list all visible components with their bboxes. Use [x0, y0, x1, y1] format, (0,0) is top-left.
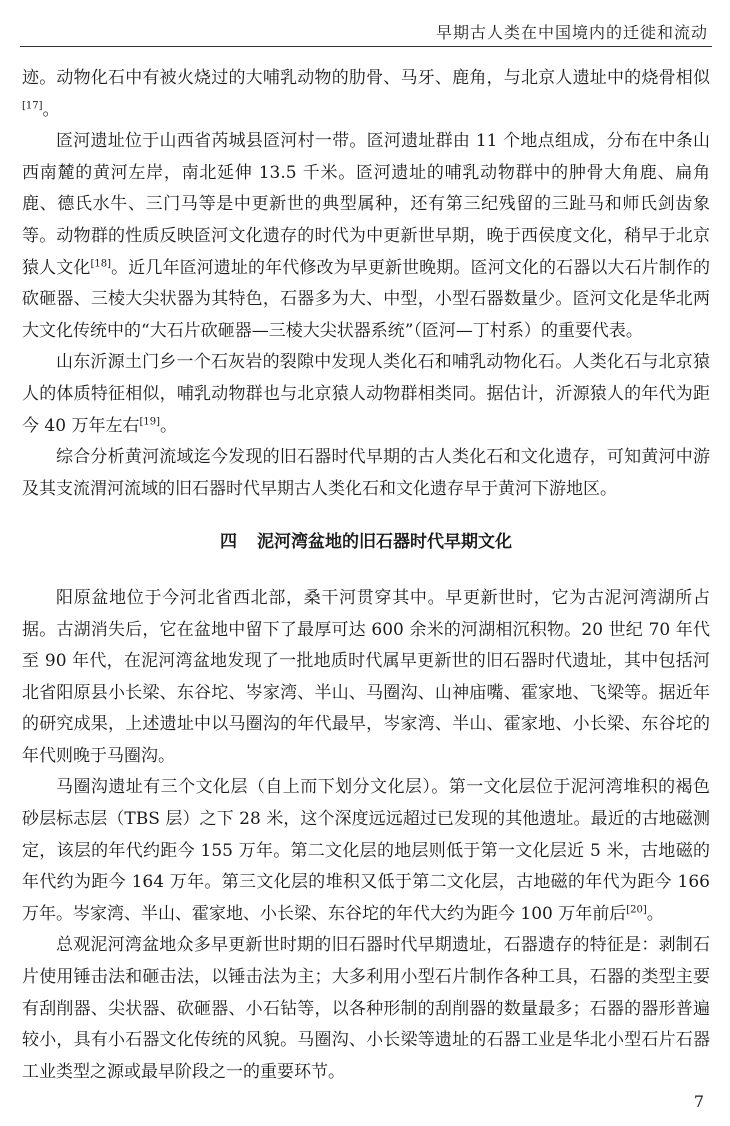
paragraph: 山东沂源土门乡一个石灰岩的裂隙中发现人类化石和哺乳动物化石。人类化石与北京猿人的体质特征相似，哺乳动物群也与北京猿人动物群相类同。据估计，沂源猿人的年代为距今 40 万年左右[19]。: [22, 352, 710, 436]
paragraph: 匼河遗址位于山西省芮城县匼河村一带。匼河遗址群由 11 个地点组成，分布在中条山西南麓的黄河左岸，南北延伸 13.5 千米。匼河遗址的哺乳动物群中的肿骨大角鹿、扁角鹿、德氏水牛、三门马等是中更新世的典型属种，还有第三纪残留的三趾马和师氏剑齿象等。动物群的性质反映匼河文化遗存的时代为中更新世早期，晚于西侯度文化，稍早于北京猿人文化[18]。近几年匼河遗址的年代修改为早更新世晚期。匼河文化的石器以大石片制作的砍砸器、三棱大尖状器为其特色，石器多为大、中型，小型石器数量少。匼河文化是华北两大文化传统中的“大石片砍砸器—三棱大尖状器系统”（匼河—丁村系）的重要代表。: [22, 131, 711, 341]
citation-marker: [17]: [22, 99, 43, 111]
citation-marker: [19]: [139, 415, 160, 427]
paragraph-continued: 迹。动物化石中有被火烧过的大哺乳动物的肋骨、马牙、鹿角，与北京人遗址中的烧骨相似[17]。: [22, 68, 710, 120]
paragraph: 阳原盆地位于今河北省西北部，桑干河贯穿其中。早更新世时，它为古泥河湾湖所占据。古湖消失后，它在盆地中留下了最厚可达 600 余米的河湖相沉积物。20 世纪 70 年代至 90 年代，在泥河湾盆地发现了一批地质时代属早更新世的旧石器时代遗址，其中包括河北省阳原县小长梁、东谷坨、岑家湾、半山、马圈沟、山神庙嘴、霍家地、飞梁等。据近年的研究成果，上述遗址中以马圈沟的年代最早，岑家湾、半山、霍家地、小长梁、东谷坨的年代则晚于马圈沟。: [22, 587, 710, 766]
paragraph: 综合分析黄河流域迄今发现的旧石器时代早期的古人类化石和文化遗存，可知黄河中游及其支流渭河流域的旧石器时代早期古人类化石和文化遗存早于黄河下游地区。: [22, 447, 710, 499]
citation-marker: [18]: [90, 257, 111, 269]
body-text: [22, 63, 710, 1088]
citation-marker: [20]: [626, 904, 647, 916]
paragraph: 总观泥河湾盆地众多早更新世时期的旧石器时代早期遗址，石器遗存的特征是：剥制石片使用锤击法和砸击法，以锤击法为主；大多利用小型石片制作各种工具，石器的类型主要有刮削器、尖状器、砍砸器、小石钻等，以各种形制的刮削器的数量最多；石器的器形普遍较小，具有小石器文化传统的风貌。马圈沟、小长梁等遗址的石器工业是华北小型石片石器工业类型之源或最早阶段之一的重要环节。: [22, 935, 710, 1082]
section-title: 泥河湾盆地的旧石器时代早期文化: [257, 532, 512, 553]
section-heading: [22, 527, 710, 559]
running-header: 早期古人类在中国境内的迁徙和流动: [435, 23, 708, 42]
paragraph: 马圈沟遗址有三个文化层（自上而下划分文化层）。第一文化层位于泥河湾堆积的褐色砂层标志层（TBS 层）之下 28 米，这个深度远远超过已发现的其他遗址。最近的古地磁测定，该层的年代约距今 155 万年。第二文化层的地层则低于第一文化层近 5 米，古地磁的年代约为距今 164 万年。第三文化层的堆积又低于第二文化层，古地磁的年代为距今 166 万年。岑家湾、半山、霍家地、小长梁、东谷坨的年代大约为距今 100 万年前后[20]。: [22, 777, 710, 924]
section-number: 四: [220, 532, 237, 553]
header-rule: [20, 46, 712, 47]
page-number: 7: [693, 1092, 704, 1111]
